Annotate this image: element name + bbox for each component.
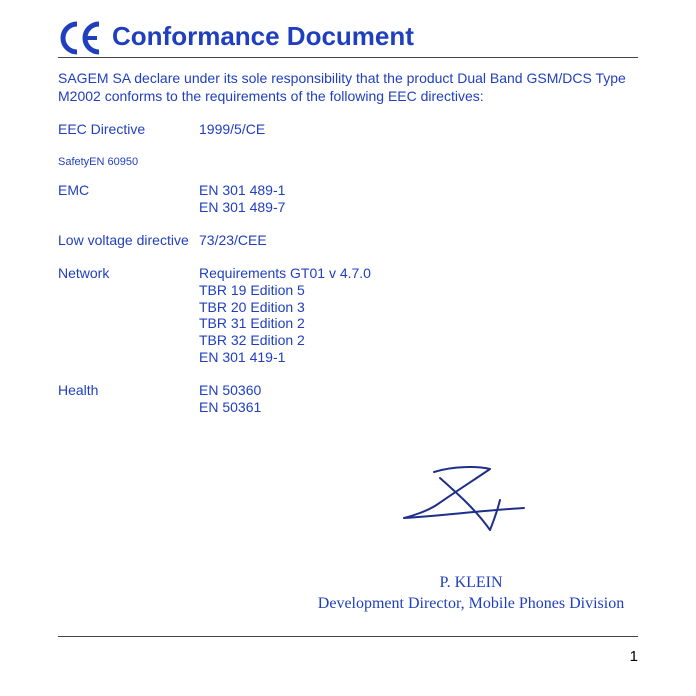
directive-label: Health — [58, 382, 99, 398]
directive-value: EN 301 489-1 — [199, 182, 286, 198]
directive-label: SafetyEN 60950 — [58, 156, 139, 168]
directive-value: TBR 31 Edition 2 — [199, 315, 305, 332]
handwritten-signature — [398, 460, 528, 540]
ce-mark-icon — [58, 18, 104, 58]
directive-value: TBR 19 Edition 5 — [199, 281, 305, 298]
directive-label: EMC — [58, 182, 90, 198]
directive-value: 1999/5/CE — [199, 121, 266, 137]
page-number: 1 — [629, 648, 638, 665]
signatory-name: P. KLEIN — [439, 574, 503, 591]
directive-value: EN 50360 — [199, 382, 262, 398]
directive-value: Requirements GT01 v 4.7.0 — [199, 265, 371, 281]
signatory-title: Development Director, Mobile Phones Division — [317, 595, 625, 612]
directive-label: Low voltage directive — [58, 232, 189, 248]
bottom-divider — [58, 636, 638, 637]
top-divider — [58, 57, 638, 58]
directive-label: EEC Directive — [58, 121, 146, 137]
directive-value: EN 50361 — [199, 398, 262, 415]
directive-label: Network — [58, 265, 110, 281]
directive-value: EN 301 419-1 — [199, 348, 286, 365]
intro-paragraph: SAGEM SA declare under its sole responsibility that the product Dual Band GSM/DCS Type M2002 conforms to the requirements of the following EEC directives: — [58, 70, 626, 104]
directive-value: TBR 32 Edition 2 — [199, 332, 305, 349]
directive-value: EN 301 489-7 — [199, 198, 286, 215]
page-title: Conformance Document — [112, 21, 414, 51]
directive-value: TBR 20 Edition 3 — [199, 298, 305, 315]
directive-value: 73/23/CEE — [199, 232, 267, 248]
header — [58, 18, 638, 58]
